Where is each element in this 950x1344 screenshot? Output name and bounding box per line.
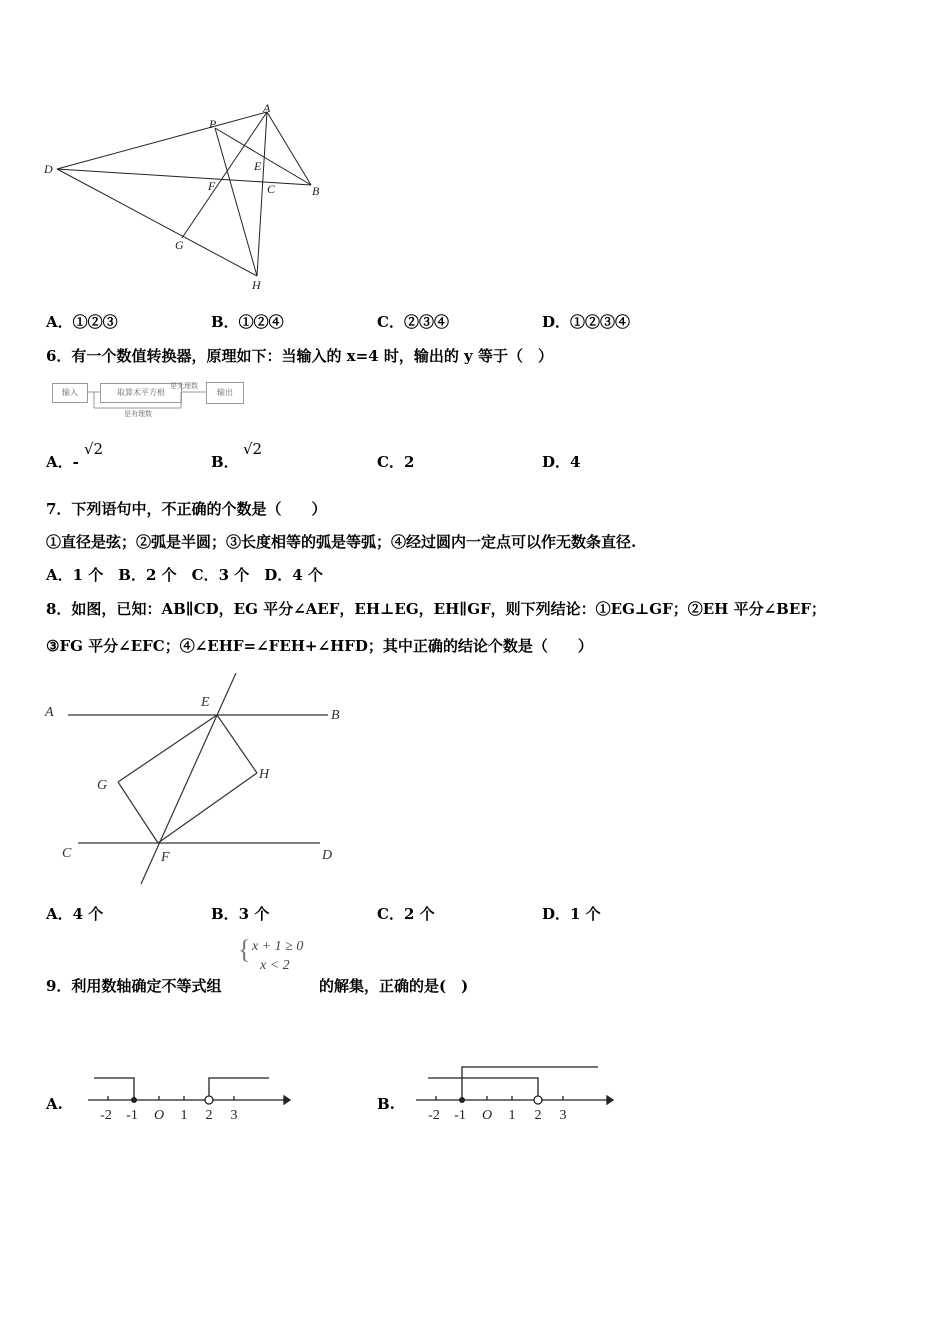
q7-options[interactable]: A．1 个 B．2 个 C．3 个 D．4 个 — [46, 566, 323, 584]
label-G: G — [175, 238, 184, 252]
q8-option-c[interactable]: C．2 个 — [377, 905, 435, 923]
axis-tick-label: -2 — [428, 1108, 440, 1123]
label-D: D — [322, 848, 333, 863]
line-GF — [118, 782, 158, 843]
label-H: H — [259, 767, 270, 782]
q9-system-line1: x + 1 ≥ 0 — [252, 939, 304, 954]
q8-option-a[interactable]: A．4 个 — [46, 905, 104, 923]
q6-option-b[interactable]: B． — [211, 453, 239, 471]
label-F: F — [208, 179, 216, 193]
axis-tick-label: O — [153, 1108, 165, 1123]
axis-tick-label: 1 — [180, 1108, 188, 1123]
label-P: P — [209, 117, 217, 131]
q6-option-b-sqrt: √2 — [243, 440, 263, 458]
flow-label-irrational: 是无理数 — [170, 382, 198, 390]
q6-stem: 6．有一个数值转换器，原理如下：当输入的 x=4 时，输出的 y 等于（ ） — [46, 347, 553, 365]
q5-geometry-figure — [40, 100, 340, 300]
q9-stem-after: 的解集，正确的是( ) — [319, 977, 469, 995]
label-B: B — [312, 184, 320, 198]
axis-tick-label: -1 — [454, 1108, 466, 1123]
q7-statements: ①直径是弦；②弧是半圆；③长度相等的弧是等弧；④经过圆内一定点可以作无数条直径. — [46, 533, 637, 551]
label-H: H — [252, 278, 261, 292]
q6-option-c[interactable]: C．2 — [377, 453, 415, 471]
q9-number-line-b — [414, 1060, 624, 1128]
q8-option-b[interactable]: B．3 个 — [211, 905, 270, 923]
axis-tick-label: 2 — [534, 1108, 542, 1123]
flow-label-rational: 是有理数 — [124, 410, 152, 418]
q6-flowchart — [50, 378, 250, 420]
line-HF — [158, 773, 257, 843]
q8-stem-line1: 8．如图，已知：AB∥CD，EG 平分∠AEF，EH⊥EG，EH∥GF，则下列结论：①EG⊥GF；②EH 平分∠BEF； — [46, 600, 826, 618]
label-E: E — [254, 159, 262, 173]
q6-option-a-sqrt: √2 — [84, 440, 104, 458]
q5-option-b[interactable]: B．①②④ — [211, 313, 284, 331]
axis-tick-label: -2 — [100, 1108, 112, 1123]
label-D: D — [44, 162, 53, 176]
q8-stem-line2: ③FG 平分∠EFC；④∠EHF=∠FEH+∠HFD；其中正确的结论个数是（ ） — [46, 637, 593, 655]
line-DH — [57, 169, 257, 276]
q9-stem-before: 9．利用数轴确定不等式组 — [46, 977, 222, 995]
axis-tick-label: 2 — [205, 1108, 213, 1123]
flow-output-box: 输出 — [206, 382, 244, 404]
q9-inequality-system — [238, 935, 323, 978]
flow-input-box: 输入 — [52, 383, 88, 403]
q8-geometry-figure — [40, 668, 360, 890]
line-AB — [267, 112, 311, 185]
label-E: E — [201, 695, 210, 710]
q7-stem: 7．下列语句中，不正确的个数是（ ） — [46, 500, 327, 518]
q6-option-d[interactable]: D．4 — [542, 453, 581, 471]
brace-icon: { — [238, 935, 251, 964]
line-AH — [257, 112, 267, 276]
axis-tick-label: -1 — [126, 1108, 138, 1123]
q9-number-line-a — [86, 1068, 296, 1128]
axis-tick-label: 1 — [508, 1108, 516, 1123]
label-A: A — [263, 101, 271, 115]
line-EF — [141, 673, 236, 884]
line-EH — [217, 715, 257, 773]
line-PH — [215, 128, 257, 276]
flow-process-box: 取算术平方根 — [100, 383, 182, 403]
label-G: G — [97, 778, 108, 793]
q5-option-c[interactable]: C．②③④ — [377, 313, 449, 331]
q9-option-b[interactable]: B. — [377, 1095, 395, 1113]
label-F: F — [161, 850, 170, 865]
q5-option-d[interactable]: D．①②③④ — [542, 313, 631, 331]
label-C: C — [267, 182, 276, 196]
q9-system-line2: x < 2 — [260, 958, 290, 973]
axis-tick-label: 3 — [230, 1108, 238, 1123]
q5-option-a[interactable]: A．①②③ — [46, 313, 118, 331]
q9-option-a[interactable]: A. — [46, 1095, 63, 1113]
q8-option-d[interactable]: D．1 个 — [542, 905, 601, 923]
axis-tick-label: O — [481, 1108, 493, 1123]
label-A: A — [45, 705, 54, 720]
label-B: B — [331, 708, 340, 723]
line-AG — [182, 112, 267, 238]
axis-tick-label: 3 — [559, 1108, 567, 1123]
q6-option-a[interactable]: A．- — [46, 453, 79, 471]
label-C: C — [62, 846, 72, 861]
